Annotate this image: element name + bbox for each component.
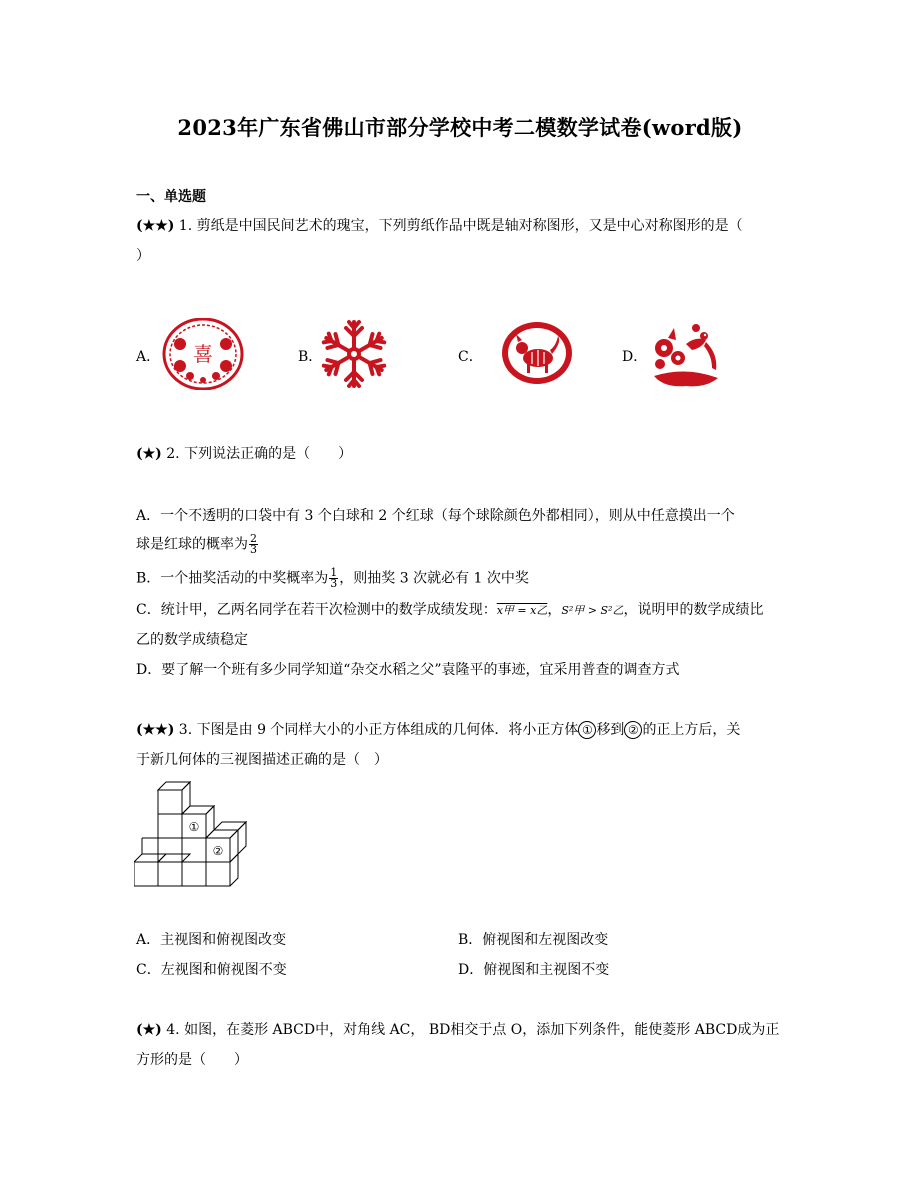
question-1-line2: ） xyxy=(136,248,150,264)
question-4-line1: (★) 4. 如图，在菱形 ABCD中，对角线 AC， BD相交于点 O，添加下列条件，能使菱形 ABCD成为正 xyxy=(136,1022,780,1038)
difficulty-stars: (★) xyxy=(136,446,162,462)
page-title: 2023年广东省佛山市部分学校中考二模数学试卷(word版) xyxy=(177,115,743,140)
question-2-option-c-line2: 乙的数学成绩稳定 xyxy=(136,632,248,648)
question-3-option-a: A．主视图和俯视图改变 xyxy=(136,932,287,948)
option-d-label: D． xyxy=(622,349,648,365)
question-3-line1: (★★) 3. 下图是由 9 个同样大小的小正方体组成的几何体．将小正方体 ① 移到 ② 的正上方后，关 xyxy=(136,722,741,738)
variance-comparison-formula: S²甲 > S²乙 xyxy=(561,604,624,617)
svg-text:喜: 喜 xyxy=(193,342,213,366)
cube-mark-1: ① xyxy=(578,721,596,739)
question-3-line2: 于新几何体的三视图描述正确的是（ ） xyxy=(136,752,388,768)
svg-text:①: ① xyxy=(188,820,200,834)
question-2-option-b: B．一个抽奖活动的中奖概率为 $\frac{1}{3}$ ，则抽奖 3 次就必有 1 次中奖 xyxy=(136,566,529,590)
svg-text:②: ② xyxy=(212,844,224,858)
papercut-b-snowflake-image xyxy=(318,318,390,390)
option-b-label: B． xyxy=(298,349,323,365)
question-2-option-a-line2: 球是红球的概率为 $\frac{2}{3}$ xyxy=(136,532,257,556)
question-2-option-a-line1: A．一个不透明的口袋中有 3 个白球和 2 个红球（每个球除颜色外都相同），则从中任意摸出一个 xyxy=(136,508,735,524)
section-heading: 一、单选题 xyxy=(136,189,206,205)
difficulty-stars: (★★) xyxy=(136,218,175,234)
papercut-a-image xyxy=(162,318,244,390)
difficulty-stars: (★) xyxy=(136,1022,162,1038)
question-3-option-c: C．左视图和俯视图不变 xyxy=(136,962,287,978)
question-2-stem: (★) 2. 下列说法正确的是（ ） xyxy=(136,446,353,462)
question-2-option-c-line1: C．统计甲，乙两名同学在若干次检测中的数学成绩发现：x甲 = x乙，S²甲 > S²乙，说明甲的数学成绩比 xyxy=(136,602,764,618)
difficulty-stars: (★★) xyxy=(136,722,175,738)
option-c-label: C． xyxy=(458,349,483,365)
question-1-line1: (★★) 1. 剪纸是中国民间艺术的瑰宝，下列剪纸作品中既是轴对称图形，又是中心对称图形的是（ xyxy=(136,218,743,234)
question-3-option-d: D．俯视图和主视图不变 xyxy=(458,962,610,978)
fraction: $\frac{1}{3}$ xyxy=(330,566,338,590)
papercut-c-image xyxy=(500,320,574,386)
papercut-d-bird-flower-image xyxy=(646,318,724,390)
question-2-option-d: D．要了解一个班有多少同学知道“杂交水稻之父”袁隆平的事迹，宜采用普查的调查方式 xyxy=(136,662,680,678)
mean-comparison-formula: x甲 = x乙 xyxy=(496,604,548,617)
cube-figure-image xyxy=(134,778,264,890)
question-3-option-b: B．俯视图和左视图改变 xyxy=(458,932,609,948)
cube-mark-2: ② xyxy=(624,721,642,739)
question-4-line2: 方形的是（ ） xyxy=(136,1052,248,1068)
option-a-label: A． xyxy=(136,349,161,365)
fraction: $\frac{2}{3}$ xyxy=(250,532,257,556)
